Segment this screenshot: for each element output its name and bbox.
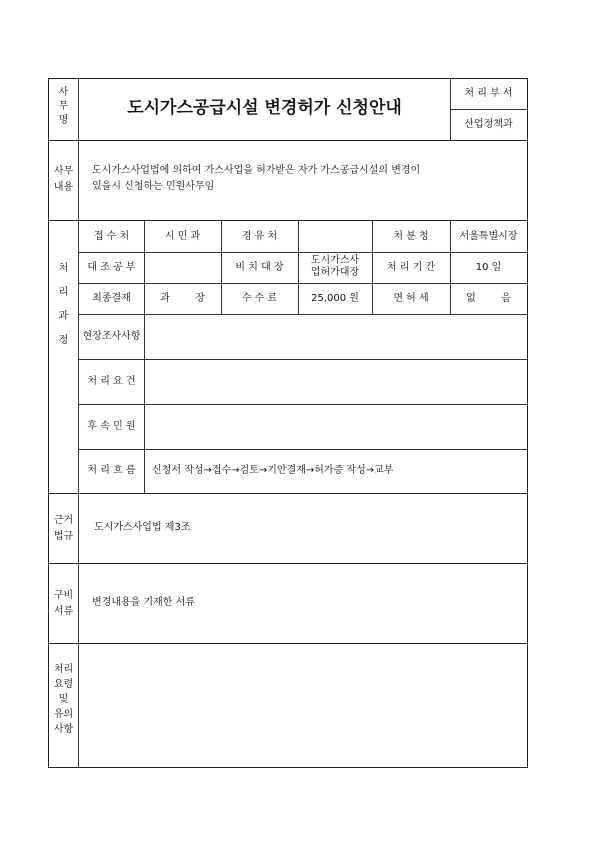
fee-label: 수 수 료 bbox=[241, 293, 278, 304]
site-survey-label: 현장조사사항 bbox=[82, 331, 141, 342]
documents-label: 구비 서류 bbox=[53, 590, 74, 617]
page-title: 도시가스공급시설 변경허가 신청안내 bbox=[127, 98, 402, 118]
period-value: 10 일 bbox=[475, 262, 502, 273]
basis-label: 근거 법규 bbox=[53, 515, 74, 542]
approver-label: 최종결재 bbox=[92, 293, 131, 304]
ledger-label: 대 조 공 부 bbox=[87, 262, 136, 273]
summary-bottom-line bbox=[48, 220, 528, 221]
header-right-mid-line bbox=[450, 109, 527, 110]
process-row-line bbox=[79, 449, 528, 450]
basis-bottom-line bbox=[48, 563, 528, 564]
followup-label: 후 속 민 원 bbox=[87, 421, 136, 432]
process-row-line bbox=[79, 283, 528, 284]
header-bottom-line bbox=[48, 140, 528, 141]
flow-label: 처 리 흐 름 bbox=[87, 465, 136, 476]
process-row-line bbox=[79, 404, 528, 405]
requirements-label: 처 리 요 건 bbox=[87, 376, 136, 387]
agency-value: 서울특별시장 bbox=[459, 231, 518, 242]
process-row-line bbox=[79, 252, 528, 253]
register-label: 비 치 대 장 bbox=[235, 262, 284, 273]
register-value: 도시가스사 업허가대장 bbox=[310, 255, 360, 278]
period-label: 처 리 기 간 bbox=[386, 262, 436, 273]
via-label: 경 유 처 bbox=[241, 231, 278, 242]
receive-label: 접 수 처 bbox=[93, 231, 130, 242]
documents-value: 변경내용을 기재한 서류 bbox=[92, 597, 195, 608]
process-side-label: 처 리 과 정 bbox=[58, 263, 69, 346]
notes-label: 처리 요령 및 유의 사항 bbox=[53, 664, 74, 735]
receive-value: 시 민 과 bbox=[164, 231, 201, 242]
approver-value: 과 장 bbox=[160, 293, 205, 304]
process-bottom-line bbox=[48, 493, 528, 494]
license-tax-value: 없 음 bbox=[466, 293, 511, 304]
process-row-line bbox=[79, 359, 528, 360]
header-side-label: 사 무 명 bbox=[58, 87, 69, 126]
summary-line-1: 도시가스사업법에 의하여 가스사업을 허가받은 자가 가스공급시설의 변경이 bbox=[92, 165, 421, 176]
summary-line-2: 있을시 신청하는 민원사무임 bbox=[92, 181, 215, 192]
process-col-line bbox=[144, 221, 145, 493]
flow-value: 신청서 작성→접수→검토→기안결재→허가증 작성→교부 bbox=[152, 465, 394, 476]
dept-label: 처 리 부 서 bbox=[464, 88, 513, 99]
fee-value: 25,000 원 bbox=[311, 293, 359, 304]
process-row-line bbox=[79, 314, 528, 315]
agency-label: 처 분 청 bbox=[393, 231, 429, 242]
documents-bottom-line bbox=[48, 643, 528, 644]
license-tax-label: 면 허 세 bbox=[393, 293, 429, 304]
summary-label: 사무 내용 bbox=[53, 166, 74, 193]
basis-value: 도시가스사업법 제3조 bbox=[94, 522, 191, 533]
dept-value: 산업정책과 bbox=[464, 119, 513, 130]
